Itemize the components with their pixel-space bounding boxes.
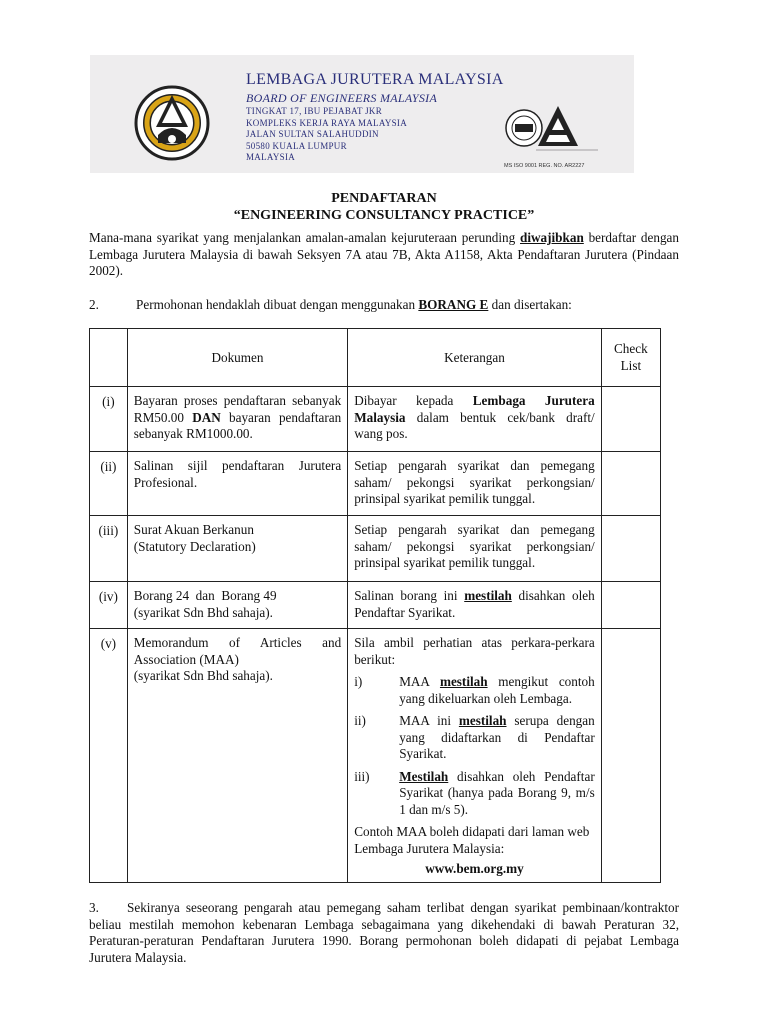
row-keterangan: Setiap pengarah syarikat dan pemegang saham/ pekongsi syarikat perkongsian/ prinsipal syarikat pemilik tunggal.: [348, 452, 602, 516]
note-item-text: [399, 769, 595, 819]
row-dokumen-line1: Surat Akuan Berkanun: [133, 522, 254, 537]
note-item-text: [399, 674, 595, 707]
checklist-cell[interactable]: [601, 387, 660, 452]
iso-certification-logo: [500, 100, 600, 162]
row-dokumen: Salinan sijil pendaftaran Jurutera Profesional.: [127, 452, 347, 516]
header-checklist-line1: Check: [614, 341, 648, 356]
address-line: KOMPLEKS KERJA RAYA MALAYSIA: [246, 117, 408, 128]
note-text: MAA ini: [399, 713, 459, 728]
bem-crest-logo: [134, 85, 210, 161]
checklist-cell[interactable]: [601, 582, 660, 629]
document-title: PENDAFTARAN: [331, 191, 437, 206]
note-text-cont: mengikut contoh yang dikeluarkan oleh Lembaga.: [399, 674, 595, 706]
letterhead-text: [246, 70, 504, 164]
note-item-marker: ii): [354, 713, 366, 728]
checklist-cell[interactable]: [601, 516, 660, 582]
address-line: 50580 KUALA LUMPUR: [246, 140, 347, 151]
paragraph-number: 3.: [89, 900, 99, 915]
row-keterangan: [348, 582, 602, 629]
document-checklist-table: [89, 328, 661, 883]
row-keterangan: [348, 629, 602, 883]
letterhead: [90, 55, 634, 173]
row-dokumen: [127, 516, 347, 582]
row-dokumen-text: Bayaran proses pendaftaran sebanyak RM50.00: [133, 393, 342, 425]
note-item: [354, 674, 595, 707]
note-item: [354, 769, 595, 819]
table-row: [90, 582, 661, 629]
row-keterangan-text: Dibayar kepada: [354, 393, 473, 408]
intro-text-cont: berdaftar dengan Lembaga Jurutera Malaysia di bawah Seksyen 7A atau 7B, Akta A1158, Akta Pendaftaran Jurutera (Pindaan 2002).: [89, 230, 679, 278]
row-dokumen-line1: Borang 24 dan Borang 49: [133, 588, 277, 603]
notes-outro: Contoh MAA boleh didapati dari laman web Lembaga Jurutera Malaysia:: [354, 824, 590, 856]
row-keterangan-text-cont: disahkan oleh Pendaftar Syarikat.: [354, 588, 595, 620]
certification-caption: MS ISO 9001 REG. NO. AR2227: [504, 163, 585, 169]
note-item-marker: iii): [354, 768, 370, 784]
table-row: [90, 516, 661, 582]
org-name-english: BOARD OF ENGINEERS MALAYSIA: [246, 91, 438, 105]
paragraph-2-text: Permohonan hendaklah dibuat dengan menggunakan: [136, 297, 419, 312]
address-line: JALAN SULTAN SALAHUDDIN: [246, 129, 379, 139]
row-number: (i): [90, 387, 128, 452]
row-keterangan: [348, 387, 602, 452]
paragraph-2-text-cont: dan disertakan:: [488, 297, 572, 312]
row-dokumen-line1: Memorandum of Articles and Association (MAA): [133, 635, 342, 667]
borang-e-emphasis: BORANG E: [418, 297, 489, 312]
org-name: LEMBAGA JURUTERA MALAYSIA: [246, 71, 504, 88]
row-dokumen-line2: (syarikat Sdn Bhd sahaja).: [133, 668, 273, 683]
intro-paragraph: [89, 230, 679, 280]
row-keterangan-emphasis: mestilah: [464, 588, 512, 603]
paragraph-2: [89, 297, 679, 314]
table-header-row: [90, 329, 661, 387]
paragraph-3: [89, 900, 679, 966]
note-item: [354, 713, 595, 763]
paragraph-3-text: Sekiranya seseorang pengarah atau pemegang saham terlibat dengan syarikat pembinaan/kontraktor beliau mestilah memohon kebenaran Lembaga sebagaimana yang dikehendaki di bawah Peraturan 32, Peraturan-peraturan Pendaftaran Jurutera 1990. Borang permohonan boleh didapati di pejabat Lembaga Jurutera Malaysia.: [89, 900, 679, 965]
notes-intro: Sila ambil perhatian atas perkara-perkara berikut:: [354, 635, 595, 667]
note-item-text: [399, 713, 595, 763]
row-dokumen-line2: (Statutory Declaration): [133, 538, 256, 554]
intro-text: Mana-mana syarikat yang menjalankan amalan-amalan kejuruteraan perunding: [89, 230, 521, 245]
header-checklist-line2: List: [620, 357, 642, 373]
header-dokumen: Dokumen: [127, 329, 347, 387]
row-dokumen: [127, 629, 347, 883]
address-line: MALAYSIA: [246, 152, 296, 162]
checklist-cell[interactable]: [601, 452, 660, 516]
note-text-cont: disahkan oleh Pendaftar Syarikat (hanya pada Borang 9, m/s 1 dan m/s 5).: [399, 768, 595, 817]
note-text: MAA: [399, 674, 440, 689]
note-text-cont: serupa dengan yang didaftarkan di Pendaftar Syarikat.: [399, 713, 595, 761]
row-number: (v): [90, 629, 128, 883]
row-keterangan-text-cont: dalam bentuk cek/bank draft/ wang pos.: [354, 409, 595, 441]
intro-emphasis: diwajibkan: [520, 230, 584, 245]
checklist-cell[interactable]: [601, 629, 660, 883]
row-dokumen-text-cont: bayaran pendaftaran sebanyak RM1000.00.: [133, 409, 342, 441]
row-number: (iv): [90, 582, 128, 629]
website-link[interactable]: www.bem.org.my: [425, 861, 524, 876]
row-dokumen: [127, 387, 347, 452]
header-keterangan: Keterangan: [348, 329, 602, 387]
row-dokumen: [127, 582, 347, 629]
header-checklist: [601, 329, 660, 387]
address-line: TINGKAT 17, IBU PEJABAT JKR: [246, 106, 383, 116]
note-emphasis: mestilah: [439, 674, 488, 689]
header-num-cell: [90, 329, 128, 387]
document-subtitle: “ENGINEERING CONSULTANCY PRACTICE”: [233, 208, 535, 223]
row-keterangan: Setiap pengarah syarikat dan pemegang saham/ pekongsi syarikat perkongsian/ prinsipal syarikat pemilik tunggal.: [348, 516, 602, 582]
row-number: (ii): [90, 452, 128, 516]
row-number: (iii): [90, 516, 128, 582]
row-dokumen-line2: (syarikat Sdn Bhd sahaja).: [133, 604, 273, 620]
note-emphasis: Mestilah: [399, 768, 449, 784]
table-row: [90, 452, 661, 516]
table-row: [90, 387, 661, 452]
note-item-marker: i): [354, 674, 363, 689]
row-keterangan-text: Salinan borang ini: [354, 588, 465, 603]
table-row: [90, 629, 661, 883]
row-keterangan-emphasis: Lembaga Jurutera Malaysia: [354, 393, 595, 425]
note-emphasis: mestilah: [458, 713, 507, 728]
paragraph-number: 2.: [89, 297, 99, 312]
row-dokumen-emphasis: DAN: [192, 409, 221, 425]
